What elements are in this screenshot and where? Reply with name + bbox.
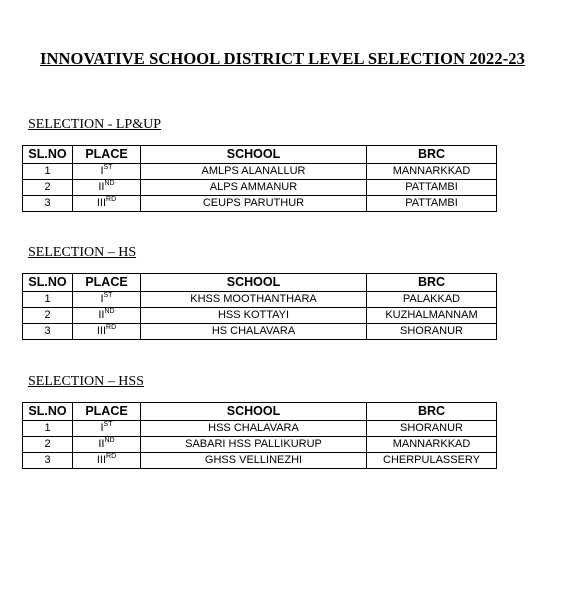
cell-sl-no: 2 bbox=[23, 437, 73, 453]
cell-brc: PATTAMBI bbox=[367, 196, 497, 212]
cell-place: IIND bbox=[73, 437, 141, 453]
header-sl-no: SL.NO bbox=[23, 274, 73, 292]
cell-place: IIIRD bbox=[73, 453, 141, 469]
cell-place: IST bbox=[73, 164, 141, 180]
cell-school: HSS CHALAVARA bbox=[141, 421, 367, 437]
document-title: INNOVATIVE SCHOOL DISTRICT LEVEL SELECTION 2022-23 bbox=[39, 49, 525, 68]
selection-table-hss bbox=[22, 402, 497, 469]
section-lp-up bbox=[22, 117, 496, 212]
table-header-row bbox=[23, 274, 497, 292]
header-school: SCHOOL bbox=[141, 274, 367, 292]
cell-school: GHSS VELLINEZHI bbox=[141, 453, 367, 469]
cell-school: HSS KOTTAYI bbox=[141, 308, 367, 324]
cell-place: IST bbox=[73, 292, 141, 308]
header-place: PLACE bbox=[73, 146, 141, 164]
table-row bbox=[23, 292, 497, 308]
table-row bbox=[23, 324, 497, 340]
selection-table-lp-up bbox=[22, 145, 497, 212]
header-brc: BRC bbox=[367, 403, 497, 421]
section-hs bbox=[22, 245, 496, 340]
cell-place: IIND bbox=[73, 308, 141, 324]
header-place: PLACE bbox=[73, 403, 141, 421]
cell-sl-no: 3 bbox=[23, 453, 73, 469]
header-school: SCHOOL bbox=[141, 403, 367, 421]
cell-brc: SHORANUR bbox=[367, 324, 497, 340]
section-hss bbox=[22, 374, 496, 469]
cell-brc: PATTAMBI bbox=[367, 180, 497, 196]
cell-sl-no: 1 bbox=[23, 164, 73, 180]
header-school: SCHOOL bbox=[141, 146, 367, 164]
cell-sl-no: 1 bbox=[23, 421, 73, 437]
header-brc: BRC bbox=[367, 146, 497, 164]
header-place: PLACE bbox=[73, 274, 141, 292]
table-header-row bbox=[23, 403, 497, 421]
table-row bbox=[23, 164, 497, 180]
cell-sl-no: 3 bbox=[23, 324, 73, 340]
cell-school: ALPS AMMANUR bbox=[141, 180, 367, 196]
cell-school: AMLPS ALANALLUR bbox=[141, 164, 367, 180]
selection-table-hs bbox=[22, 273, 497, 340]
header-sl-no: SL.NO bbox=[23, 403, 73, 421]
table-row bbox=[23, 180, 497, 196]
section-title: SELECTION - LP&UP bbox=[28, 117, 161, 132]
cell-sl-no: 2 bbox=[23, 308, 73, 324]
cell-school: HS CHALAVARA bbox=[141, 324, 367, 340]
section-title: SELECTION – HS bbox=[28, 245, 137, 260]
header-brc: BRC bbox=[367, 274, 497, 292]
cell-sl-no: 1 bbox=[23, 292, 73, 308]
cell-sl-no: 2 bbox=[23, 180, 73, 196]
cell-brc: MANNARKKAD bbox=[367, 437, 497, 453]
table-row bbox=[23, 196, 497, 212]
cell-school: SABARI HSS PALLIKURUP bbox=[141, 437, 367, 453]
cell-place: IST bbox=[73, 421, 141, 437]
cell-brc: MANNARKKAD bbox=[367, 164, 497, 180]
cell-brc: CHERPULASSERY bbox=[367, 453, 497, 469]
cell-sl-no: 3 bbox=[23, 196, 73, 212]
cell-place: IIND bbox=[73, 180, 141, 196]
cell-brc: KUZHALMANNAM bbox=[367, 308, 497, 324]
section-title: SELECTION – HSS bbox=[28, 374, 144, 389]
table-row bbox=[23, 308, 497, 324]
table-header-row bbox=[23, 146, 497, 164]
cell-school: CEUPS PARUTHUR bbox=[141, 196, 367, 212]
cell-place: IIIRD bbox=[73, 196, 141, 212]
cell-place: IIIRD bbox=[73, 324, 141, 340]
cell-brc: SHORANUR bbox=[367, 421, 497, 437]
table-row bbox=[23, 421, 497, 437]
table-row bbox=[23, 453, 497, 469]
cell-school: KHSS MOOTHANTHARA bbox=[141, 292, 367, 308]
table-row bbox=[23, 437, 497, 453]
header-sl-no: SL.NO bbox=[23, 146, 73, 164]
cell-brc: PALAKKAD bbox=[367, 292, 497, 308]
